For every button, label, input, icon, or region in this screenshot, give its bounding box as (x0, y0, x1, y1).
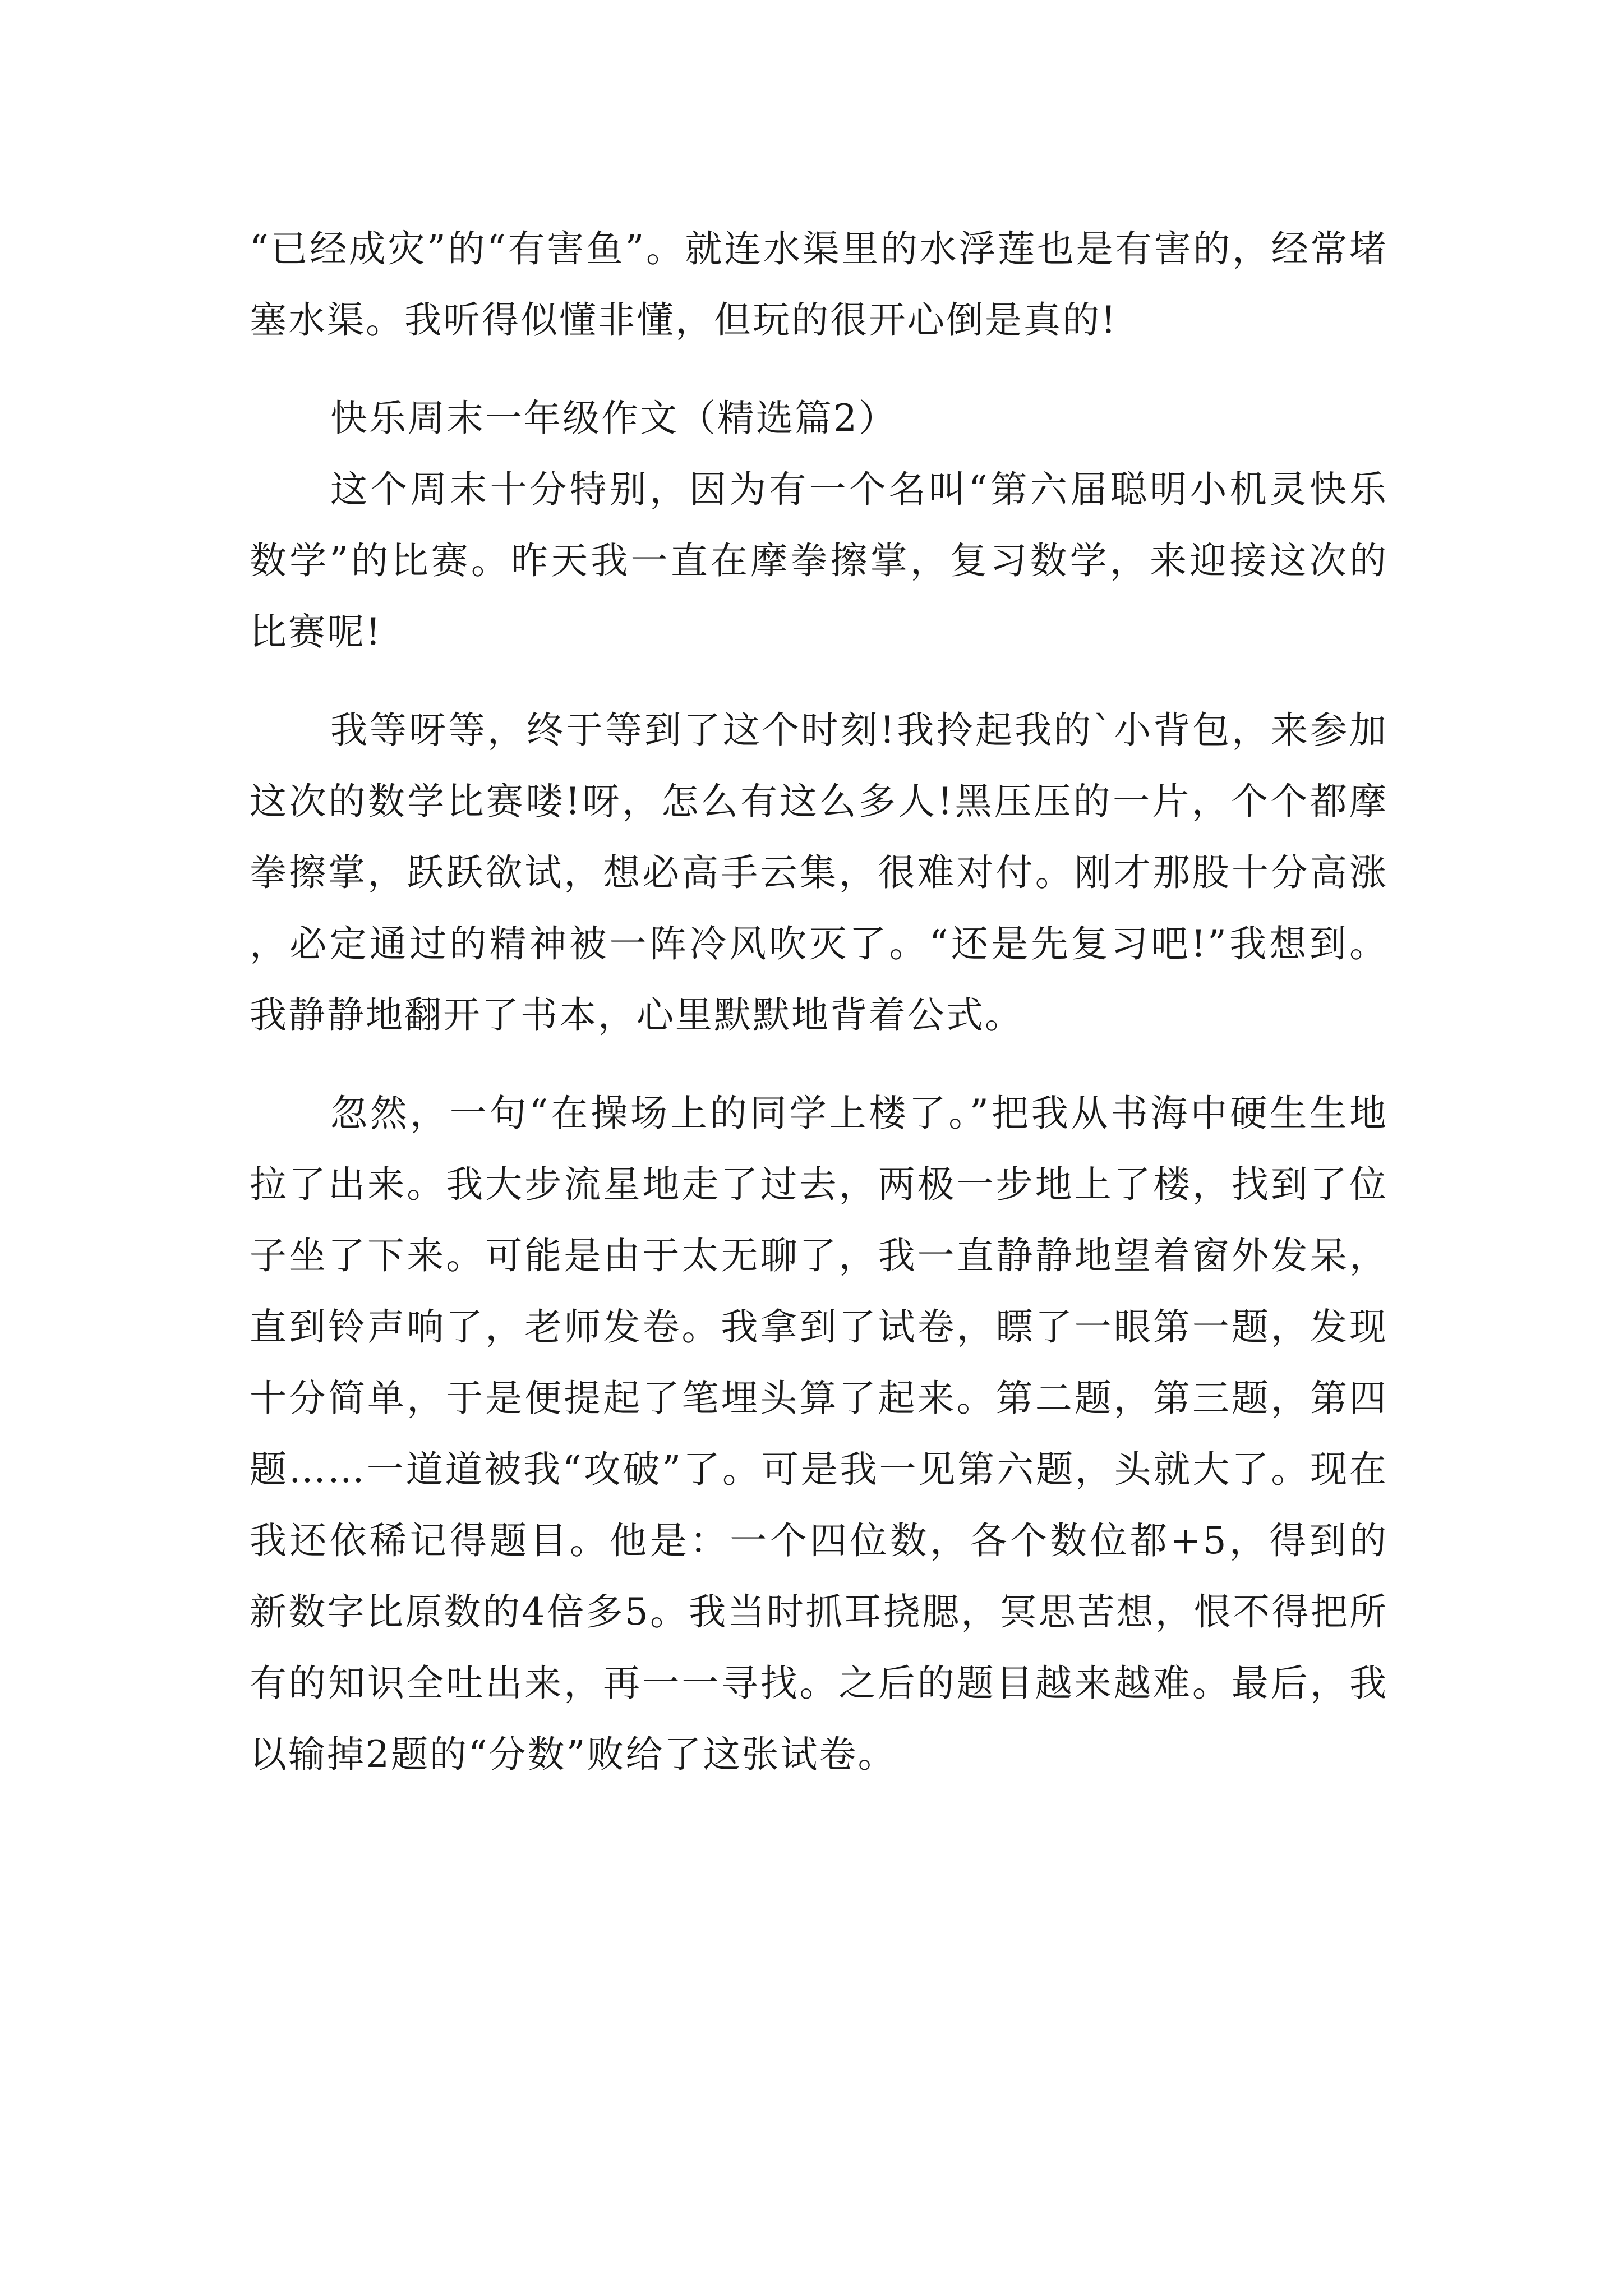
document-body (250, 213, 1388, 1790)
paragraph: 我等呀等，终于等到了这个时刻!我拎起我的`小背包，来参加这次的数学比赛喽!呀，怎么有这么多人!黑压压的一片，个个都摩拳擦掌，跃跃欲试，想必高手云集，很难对付。刚才那股十分高涨，必定通过的精神被一阵冷风吹灭了。“还是先复习吧!”我想到。我静静地翻开了书本，心里默默地背着公式。 (250, 708, 1388, 1037)
paragraph-continued: “已经成灾”的“有害鱼”。就连水渠里的水浮莲也是有害的，经常堵塞水渠。我听得似懂非懂，但玩的很开心倒是真的! (250, 227, 1388, 342)
paragraph: 这个周末十分特别，因为有一个名叫“第六届聪明小机灵快乐数学”的比赛。昨天我一直在摩拳擦掌，复习数学，来迎接这次的比赛呢! (250, 468, 1388, 654)
section-heading: 快乐周末一年级作文（精选篇2） (330, 397, 897, 440)
paragraph: 忽然，一句“在操场上的同学上楼了。”把我从书海中硬生生地拉了出来。我大步流星地走了过去，两极一步地上了楼，找到了位子坐了下来。可能是由于太无聊了，我一直静静地望着窗外发呆，直到铃声响了，老师发卷。我拿到了试卷，瞟了一眼第一题，发现十分简单，于是便提起了笔埋头算了起来。第二题，第三题，第四题……一道道被我“攻破”了。可是我一见第六题，头就大了。现在我还依稀记得题目。他是：一个四位数，各个数位都+5，得到的新数字比原数的4倍多5。我当时抓耳挠腮，冥思苦想，恨不得把所有的知识全吐出来，再一一寻找。之后的题目越来越难。最后，我以输掉2题的“分数”败给了这张试卷。 (250, 1092, 1388, 1776)
